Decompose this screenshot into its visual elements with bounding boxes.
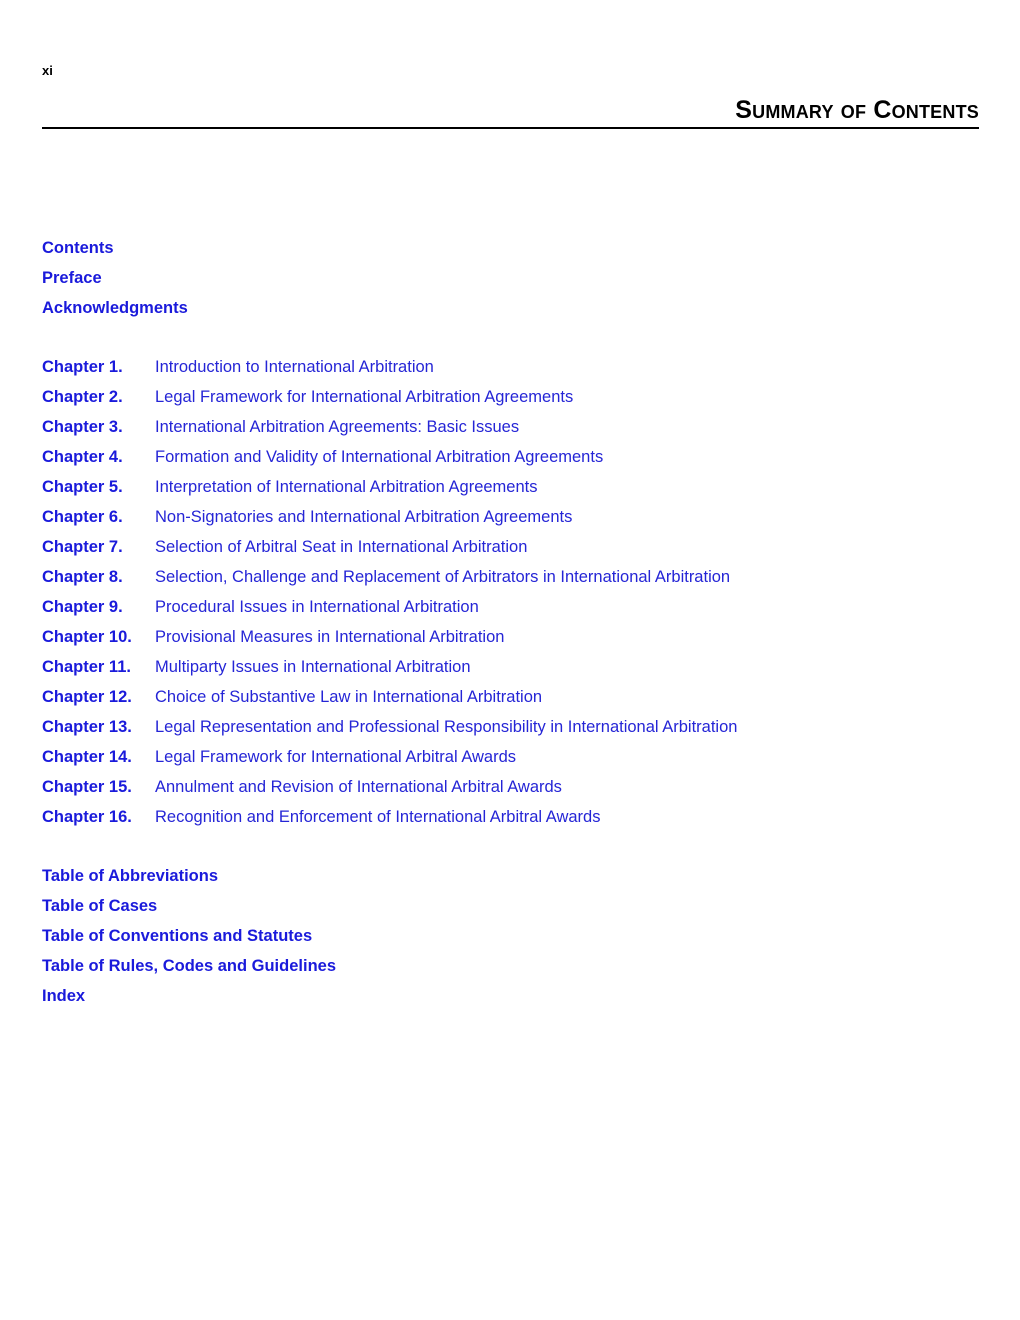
chapter-number: Chapter 13. [42, 718, 132, 736]
toc-chapter-7[interactable] [42, 536, 979, 566]
chapter-number: Chapter 2. [42, 388, 123, 406]
chapter-number: Chapter 10. [42, 628, 132, 646]
chapter-number: Chapter 16. [42, 808, 132, 826]
chapter-title-link[interactable]: Choice of Substantive Law in International Arbitration [155, 688, 543, 706]
chapter-title-link[interactable]: International Arbitration Agreements: Basic Issues [155, 418, 520, 436]
chapter-number: Chapter 12. [42, 688, 132, 706]
page-title: Summary of Contents [735, 96, 979, 124]
chapter-number: Chapter 5. [42, 478, 123, 496]
chapter-title-link[interactable]: Legal Representation and Professional Responsibility in International Arbitration [155, 718, 738, 736]
toc-chapter-12[interactable] [42, 686, 979, 716]
chapter-number: Chapter 14. [42, 748, 132, 766]
chapter-title-link[interactable]: Selection, Challenge and Replacement of Arbitrators in International Arbitration [155, 568, 731, 586]
chapter-number: Chapter 7. [42, 538, 123, 556]
chapter-number: Chapter 8. [42, 568, 123, 586]
toc-link-contents[interactable]: Contents [42, 239, 114, 257]
toc-link-index[interactable]: Index [42, 987, 86, 1005]
page-number: xi [42, 63, 53, 78]
chapter-title-link[interactable]: Recognition and Enforcement of International Arbitral Awards [155, 808, 601, 826]
front-matter-list [42, 237, 979, 327]
chapter-number: Chapter 4. [42, 448, 123, 466]
page-header [42, 96, 979, 129]
toc-chapter-8[interactable] [42, 566, 979, 596]
toc-chapter-13[interactable] [42, 716, 979, 746]
toc-link-acknowledgments[interactable]: Acknowledgments [42, 299, 188, 317]
chapter-number: Chapter 15. [42, 778, 132, 796]
toc-chapter-14[interactable] [42, 746, 979, 776]
toc-chapter-5[interactable] [42, 476, 979, 506]
chapter-title-link[interactable]: Legal Framework for International Arbitration Agreements [155, 388, 574, 406]
chapter-number: Chapter 9. [42, 598, 123, 616]
toc-chapter-16[interactable] [42, 806, 979, 836]
chapter-list [42, 356, 979, 836]
toc-chapter-9[interactable] [42, 596, 979, 626]
toc-link-table-of-cases[interactable]: Table of Cases [42, 897, 158, 915]
toc-chapter-3[interactable] [42, 416, 979, 446]
chapter-title-link[interactable]: Formation and Validity of International Arbitration Agreements [155, 448, 604, 466]
toc-link-preface[interactable]: Preface [42, 269, 102, 287]
toc-chapter-2[interactable] [42, 386, 979, 416]
chapter-title-link[interactable]: Procedural Issues in International Arbitration [155, 598, 479, 616]
toc-chapter-6[interactable] [42, 506, 979, 536]
chapter-title-link[interactable]: Annulment and Revision of International Arbitral Awards [155, 778, 562, 796]
chapter-title-link[interactable]: Legal Framework for International Arbitral Awards [155, 748, 517, 766]
chapter-title-link[interactable]: Non-Signatories and International Arbitration Agreements [155, 508, 573, 526]
toc-link-table-of-abbreviations[interactable]: Table of Abbreviations [42, 867, 219, 885]
back-matter-list [42, 865, 979, 1015]
chapter-number: Chapter 6. [42, 508, 123, 526]
chapter-title-link[interactable]: Selection of Arbitral Seat in International Arbitration [155, 538, 528, 556]
chapter-title-link[interactable]: Introduction to International Arbitration [155, 358, 434, 376]
chapter-title-link[interactable]: Multiparty Issues in International Arbitration [155, 658, 471, 676]
summary-of-contents [42, 237, 979, 1015]
toc-link-table-of-rules-codes-and-guidelines[interactable]: Table of Rules, Codes and Guidelines [42, 957, 336, 975]
chapter-title-link[interactable]: Provisional Measures in International Arbitration [155, 628, 505, 646]
toc-chapter-11[interactable] [42, 656, 979, 686]
toc-chapter-1[interactable] [42, 356, 979, 386]
chapter-number: Chapter 1. [42, 358, 123, 376]
toc-chapter-15[interactable] [42, 776, 979, 806]
toc-chapter-10[interactable] [42, 626, 979, 656]
section-spacer [42, 327, 979, 356]
toc-chapter-4[interactable] [42, 446, 979, 476]
chapter-title-link[interactable]: Interpretation of International Arbitration Agreements [155, 478, 538, 496]
section-spacer [42, 836, 979, 865]
chapter-number: Chapter 3. [42, 418, 123, 436]
chapter-number: Chapter 11. [42, 658, 131, 676]
toc-link-table-of-conventions-and-statutes[interactable]: Table of Conventions and Statutes [42, 927, 313, 945]
